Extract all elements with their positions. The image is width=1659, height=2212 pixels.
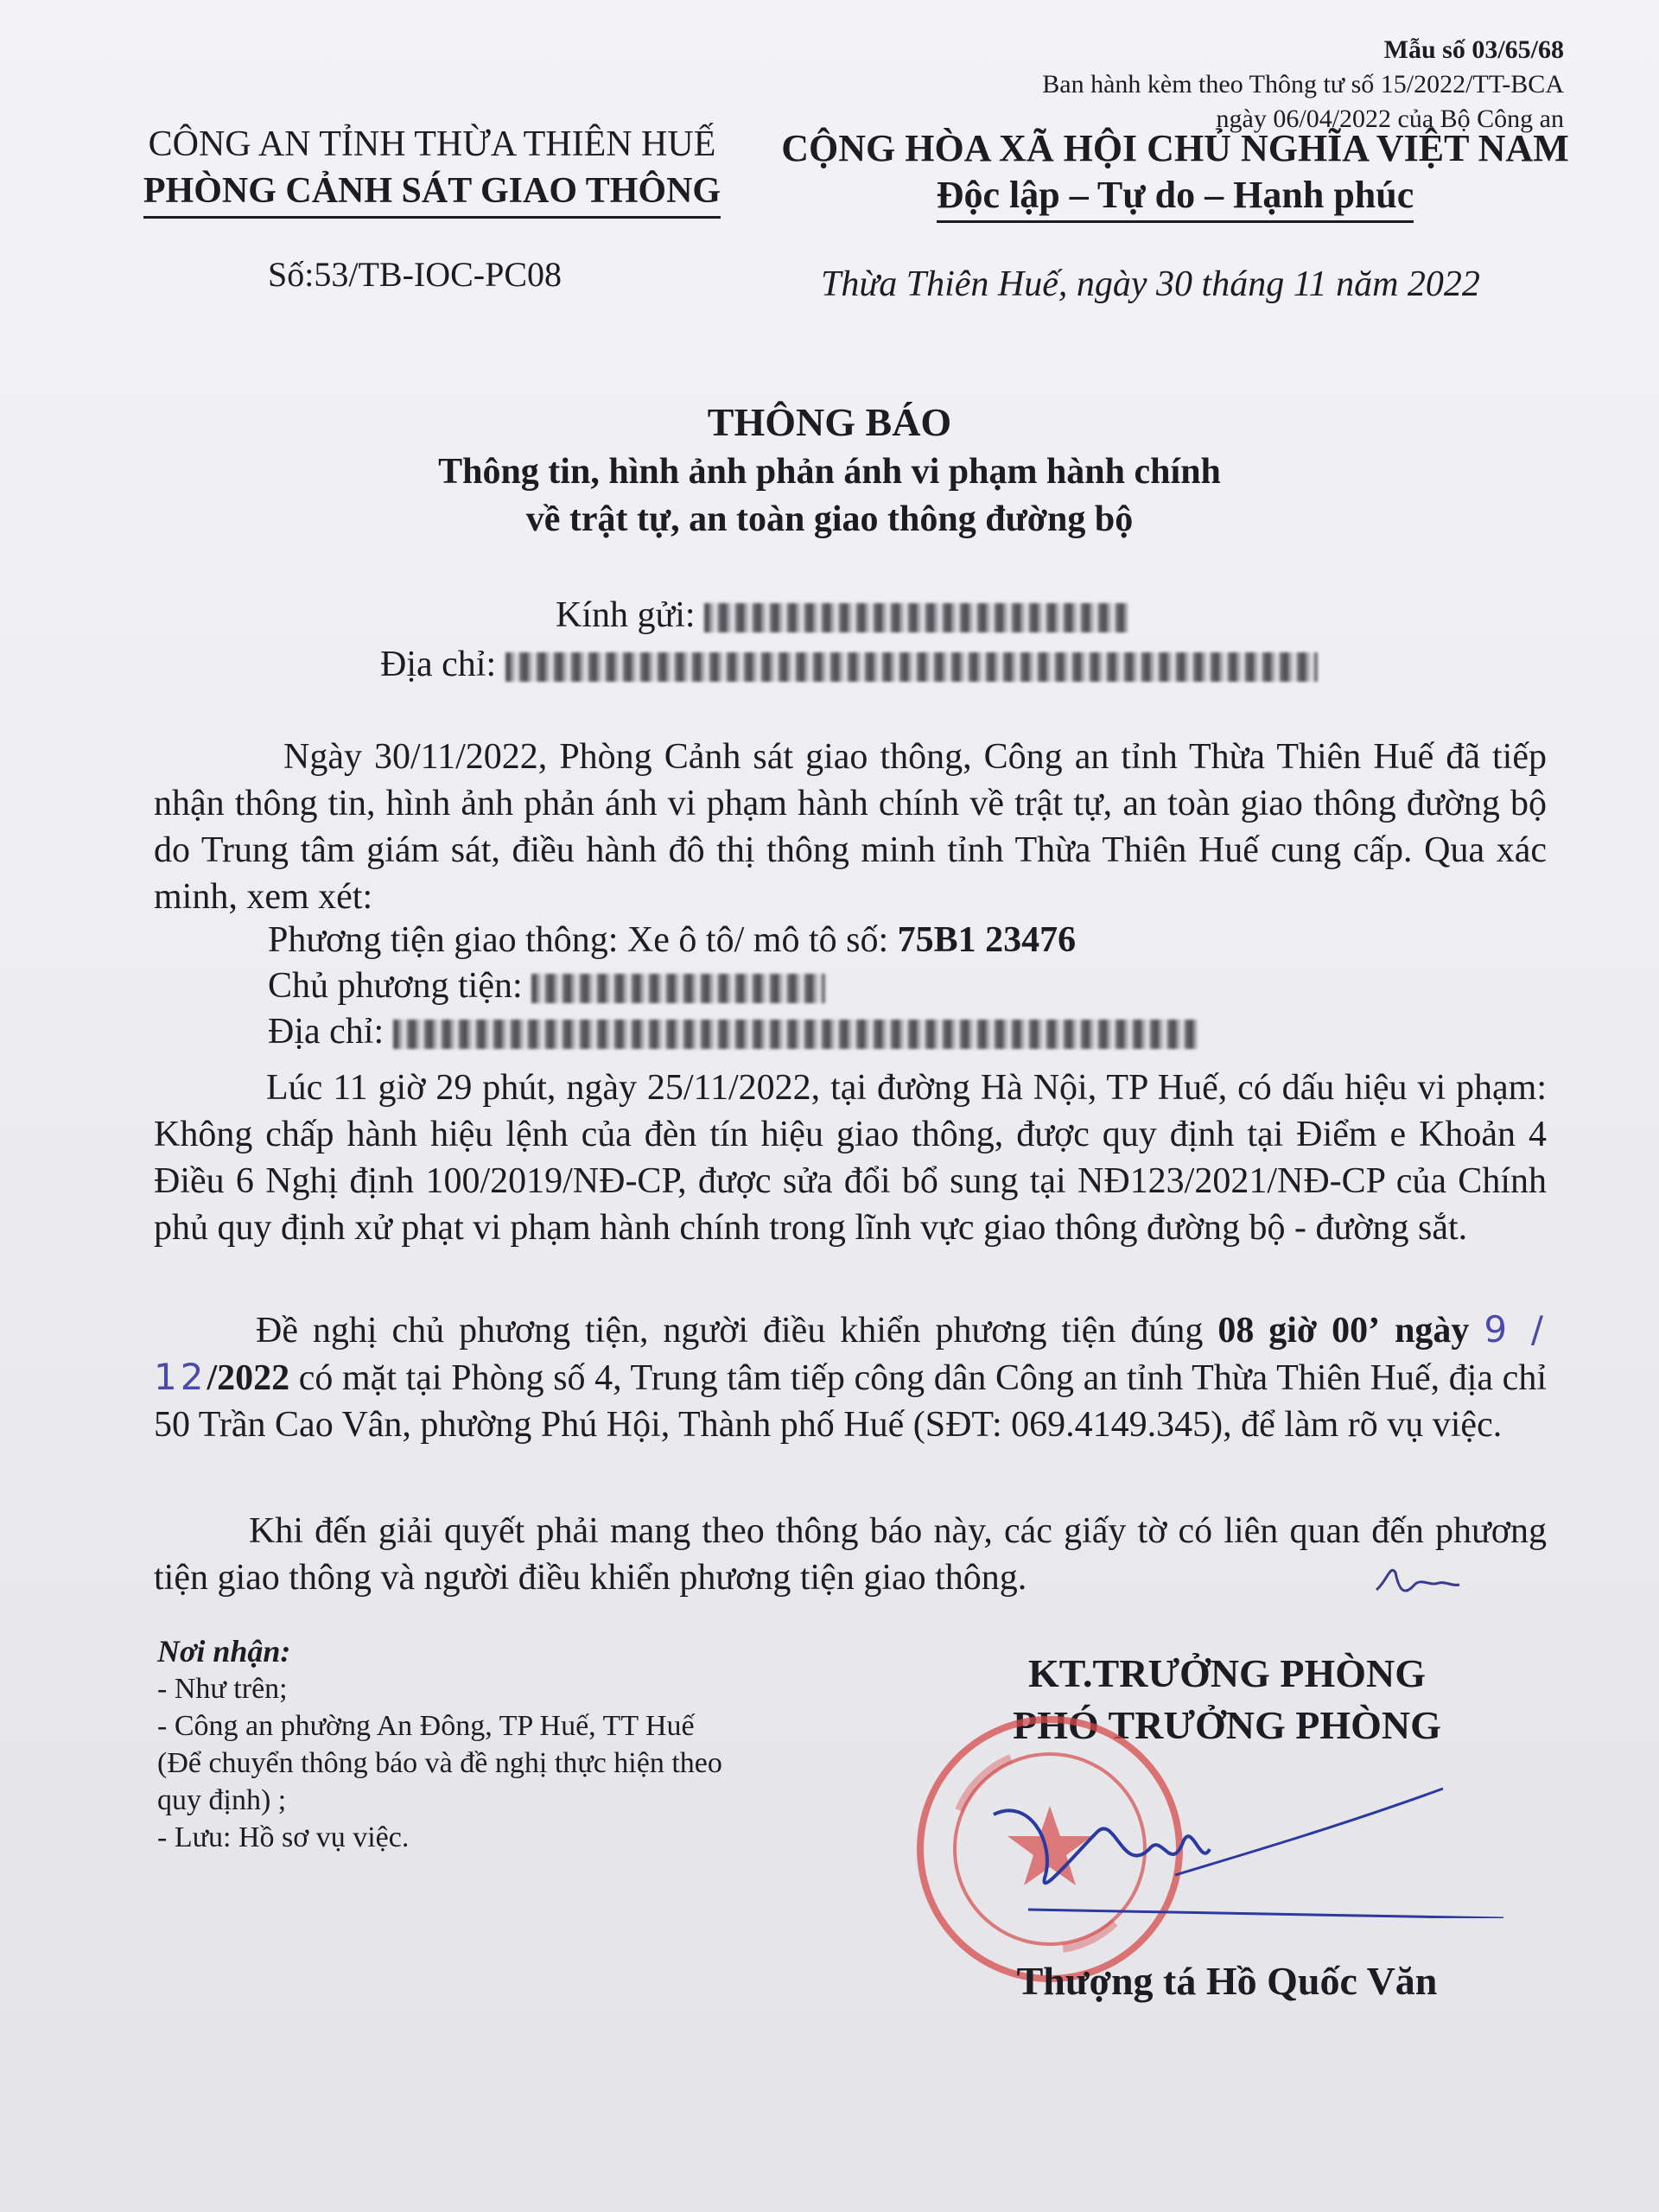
recipients-list	[157, 1633, 814, 1856]
signature-title-1: KT.TRƯỞNG PHÒNG	[1028, 1651, 1426, 1695]
place-date: Thừa Thiên Huế, ngày 30 tháng 11 năm 2022	[821, 264, 1480, 304]
handwritten-date: 9 / 12	[154, 1308, 1548, 1398]
redacted-owner	[531, 974, 825, 1003]
document-subtitle-1: Thông tin, hình ảnh phản ánh vi phạm hành chính	[438, 452, 1221, 492]
form-number-block	[1042, 33, 1564, 137]
recipient-address-label: Địa chỉ:	[380, 645, 497, 684]
owner-label: Chủ phương tiện:	[268, 966, 523, 1006]
redacted-owner-address	[393, 1020, 1197, 1049]
signature-title-2: PHÓ TRƯỞNG PHÒNG	[1013, 1703, 1441, 1747]
recipient-address-line	[380, 641, 1318, 688]
owner-line	[268, 963, 825, 1009]
p3-year: /2022	[207, 1358, 290, 1398]
country-name: CỘNG HÒA XÃ HỘI CHỦ NGHĨA VIỆT NAM	[781, 127, 1569, 169]
recipients-item: (Để chuyển thông báo và đề nghị thực hiện theo	[157, 1747, 722, 1779]
p3-rest: có mặt tại Phòng số 4, Trung tâm tiếp công dân Công an tỉnh Thừa Thiên Huế, địa chỉ 50 Trần Cao Vân, phường Phú Hội, Thành phố Huế (SĐT: 069.4149.345), để làm rõ vụ việc.	[154, 1358, 1547, 1445]
form-issued-with: Ban hành kèm theo Thông tư số 15/2022/TT-BCA	[1042, 70, 1564, 99]
vehicle-line	[268, 917, 1076, 963]
paragraph-4: Khi đến giải quyết phải mang theo thông báo này, các giấy tờ có liên quan đến phương tiện giao thông và người điều khiển phương tiện giao thông.	[154, 1511, 1547, 1598]
paragraph-3	[154, 1306, 1547, 1448]
vehicle-plate: 75B1 23476	[897, 920, 1077, 960]
agency-name: PHÒNG CẢNH SÁT GIAO THÔNG	[143, 168, 721, 219]
redacted-address	[505, 652, 1318, 682]
paragraph-2: Lúc 11 giờ 29 phút, ngày 25/11/2022, tại đường Hà Nội, TP Huế, có dấu hiệu vi phạm: Không chấp hành hiệu lệnh của đèn tín hiệu giao thông, được quy định tại Điểm e Khoản 4 Điều 6 Nghị định 100/2019/NĐ-CP, được sửa đổi bổ sung tại NĐ123/2021/NĐ-CP của Chính phủ quy định xử phạt vi phạm hành chính trong lĩnh vực giao thông đường bộ - đường sắt.	[154, 1068, 1547, 1248]
recipient-line	[556, 592, 1128, 639]
motto: Độc lập – Tự do – Hạnh phúc	[937, 172, 1414, 223]
form-issued-date: ngày 06/04/2022 của Bộ Công an	[1216, 105, 1564, 133]
document-number: Số:53/TB-IOC-PC08	[268, 255, 563, 294]
recipients-item: quy định) ;	[157, 1784, 287, 1816]
form-number: Mẫu số 03/65/68	[1383, 35, 1564, 64]
paragraph-1: Ngày 30/11/2022, Phòng Cảnh sát giao thông, Công an tỉnh Thừa Thiên Huế đã tiếp nhận thông tin, hình ảnh phản ánh vi phạm hành chính về trật tự, an toàn giao thông đường bộ do Trung tâm giám sát, điều hành đô thị thông minh tỉnh Thừa Thiên Huế cung cấp. Qua xác minh, xem xét:	[154, 737, 1547, 917]
recipients-item: - Như trên;	[157, 1673, 288, 1705]
agency-header	[130, 121, 734, 219]
signer-name: Thượng tá Hồ Quốc Văn	[1016, 1959, 1438, 2003]
owner-address-label: Địa chỉ:	[268, 1012, 385, 1052]
document-title: THÔNG BÁO	[707, 400, 952, 444]
national-header	[760, 125, 1590, 223]
document-subtitle-2: về trật tự, an toàn giao thông đường bộ	[525, 499, 1134, 539]
agency-parent: CÔNG AN TỈNH THỪA THIÊN HUẾ	[148, 124, 716, 164]
recipients-item: - Công an phường An Đông, TP Huế, TT Huế	[157, 1710, 695, 1742]
p3-day-label: ngày	[1395, 1311, 1470, 1351]
vehicle-label: Phương tiện giao thông: Xe ô tô/ mô tô số:	[268, 920, 889, 960]
initials-mark	[1370, 1555, 1465, 1607]
p3-time: 08 giờ 00’	[1217, 1311, 1381, 1351]
redacted-name	[704, 603, 1128, 632]
recipients-item: - Lưu: Hồ sơ vụ việc.	[157, 1821, 410, 1853]
owner-address-line	[268, 1008, 1197, 1055]
p3-start: Đề nghị chủ phương tiện, người điều khiển phương tiện đúng	[256, 1311, 1204, 1351]
recipients-title: Nơi nhận:	[157, 1634, 291, 1669]
handwritten-signature	[976, 1780, 1512, 1918]
recipient-label: Kính gửi:	[556, 595, 696, 635]
